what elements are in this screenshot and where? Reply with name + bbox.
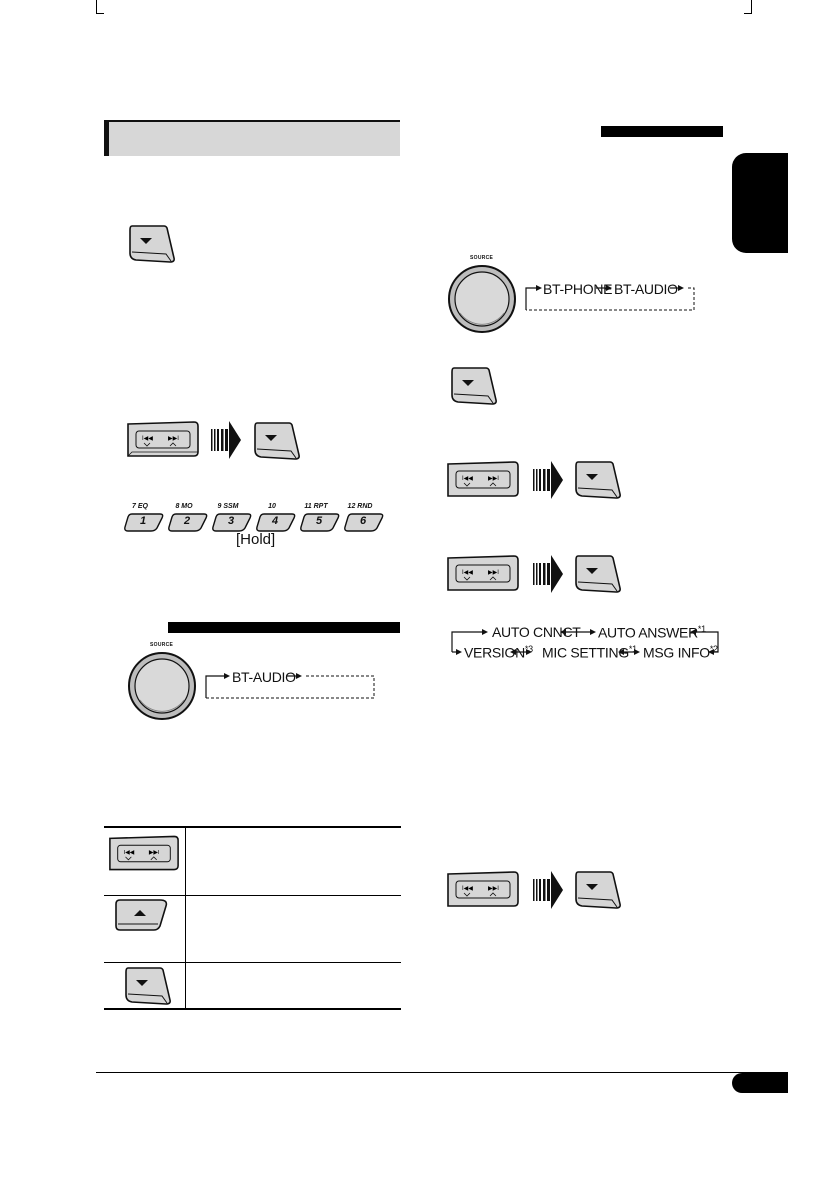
svg-text:▶▶I: ▶▶I xyxy=(148,849,160,856)
top-rule-vert-right xyxy=(751,0,752,14)
menu-auto-answer: AUTO ANSWER$^{*1}$ xyxy=(598,624,706,641)
source-dial-label: SOURCE xyxy=(470,255,494,261)
down-button-icon xyxy=(126,222,176,264)
svg-text:I◀◀: I◀◀ xyxy=(462,886,473,892)
preset-button-3[interactable] xyxy=(212,512,252,532)
skip-prev-next-button-icon xyxy=(124,418,202,460)
preset-number: 6 xyxy=(359,515,367,527)
down-button-icon xyxy=(251,419,301,461)
source-dial-icon[interactable] xyxy=(446,263,518,335)
svg-text:▶▶I: ▶▶I xyxy=(168,436,179,442)
language-tab xyxy=(732,153,788,253)
preset-button-4[interactable] xyxy=(256,512,296,532)
preset-label-1: 7 EQ xyxy=(132,503,148,510)
source-dial-label: SOURCE xyxy=(150,642,174,648)
striped-arrow-icon xyxy=(533,553,565,595)
striped-arrow-icon xyxy=(533,459,565,501)
svg-text:I◀◀: I◀◀ xyxy=(123,849,135,856)
down-button-icon xyxy=(572,458,622,500)
preset-button-6[interactable] xyxy=(344,512,384,532)
preset-label-4: 10 xyxy=(268,503,276,510)
footer-rule xyxy=(96,1072,788,1073)
page-number-tab xyxy=(732,1073,788,1093)
flow-bt-audio: BT-AUDIO xyxy=(614,281,678,297)
menu-mic-setting: MIC SETTING$^{*1}$ xyxy=(542,644,637,661)
left-section-bar xyxy=(168,622,400,633)
preset-number: 4 xyxy=(271,515,279,527)
menu-msg-info: MSG INFO$^{*2}$ xyxy=(643,644,718,661)
svg-text:I◀◀: I◀◀ xyxy=(142,436,153,442)
down-button-icon xyxy=(448,364,498,406)
svg-text:▶▶I: ▶▶I xyxy=(488,476,499,482)
svg-text:I◀◀: I◀◀ xyxy=(462,570,473,576)
down-button-icon xyxy=(572,868,622,910)
hold-label: [Hold] xyxy=(236,531,276,548)
skip-prev-next-button-icon xyxy=(106,832,182,874)
preset-number: 2 xyxy=(183,515,191,527)
preset-button-2[interactable] xyxy=(168,512,208,532)
preset-label-6: 12 RND xyxy=(347,503,373,510)
menu-version: VERSION$^{*3}$ xyxy=(464,644,533,661)
section-header xyxy=(104,120,400,156)
skip-prev-next-button-icon xyxy=(444,552,522,594)
striped-arrow-icon xyxy=(211,419,243,461)
top-rule-left xyxy=(96,13,104,14)
preset-number: 3 xyxy=(227,515,235,527)
up-button-icon xyxy=(112,896,172,936)
preset-label-3: 9 SSM xyxy=(217,503,239,510)
right-section-bar xyxy=(601,126,723,137)
svg-text:▶▶I: ▶▶I xyxy=(488,570,499,576)
down-button-icon xyxy=(572,552,622,594)
flow-bt-audio: BT-AUDIO xyxy=(232,669,296,685)
svg-text:I◀◀: I◀◀ xyxy=(462,476,473,482)
flow-bt-phone: BT-PHONE xyxy=(543,281,613,297)
preset-label-5: 11 RPT xyxy=(304,503,328,510)
skip-prev-next-button-icon xyxy=(444,458,522,500)
preset-number: 1 xyxy=(139,515,147,527)
striped-arrow-icon xyxy=(533,869,565,911)
source-dial-icon[interactable] xyxy=(126,650,198,722)
preset-button-5[interactable] xyxy=(300,512,340,532)
skip-prev-next-button-icon xyxy=(444,868,522,910)
preset-label-2: 8 MO xyxy=(175,503,193,510)
down-button-icon xyxy=(122,964,172,1006)
preset-number: 5 xyxy=(315,515,323,527)
menu-auto-cnnct: AUTO CNNCT xyxy=(492,624,581,640)
preset-button-1[interactable] xyxy=(124,512,164,532)
svg-text:▶▶I: ▶▶I xyxy=(488,886,499,892)
top-rule-vert-left xyxy=(96,0,97,14)
